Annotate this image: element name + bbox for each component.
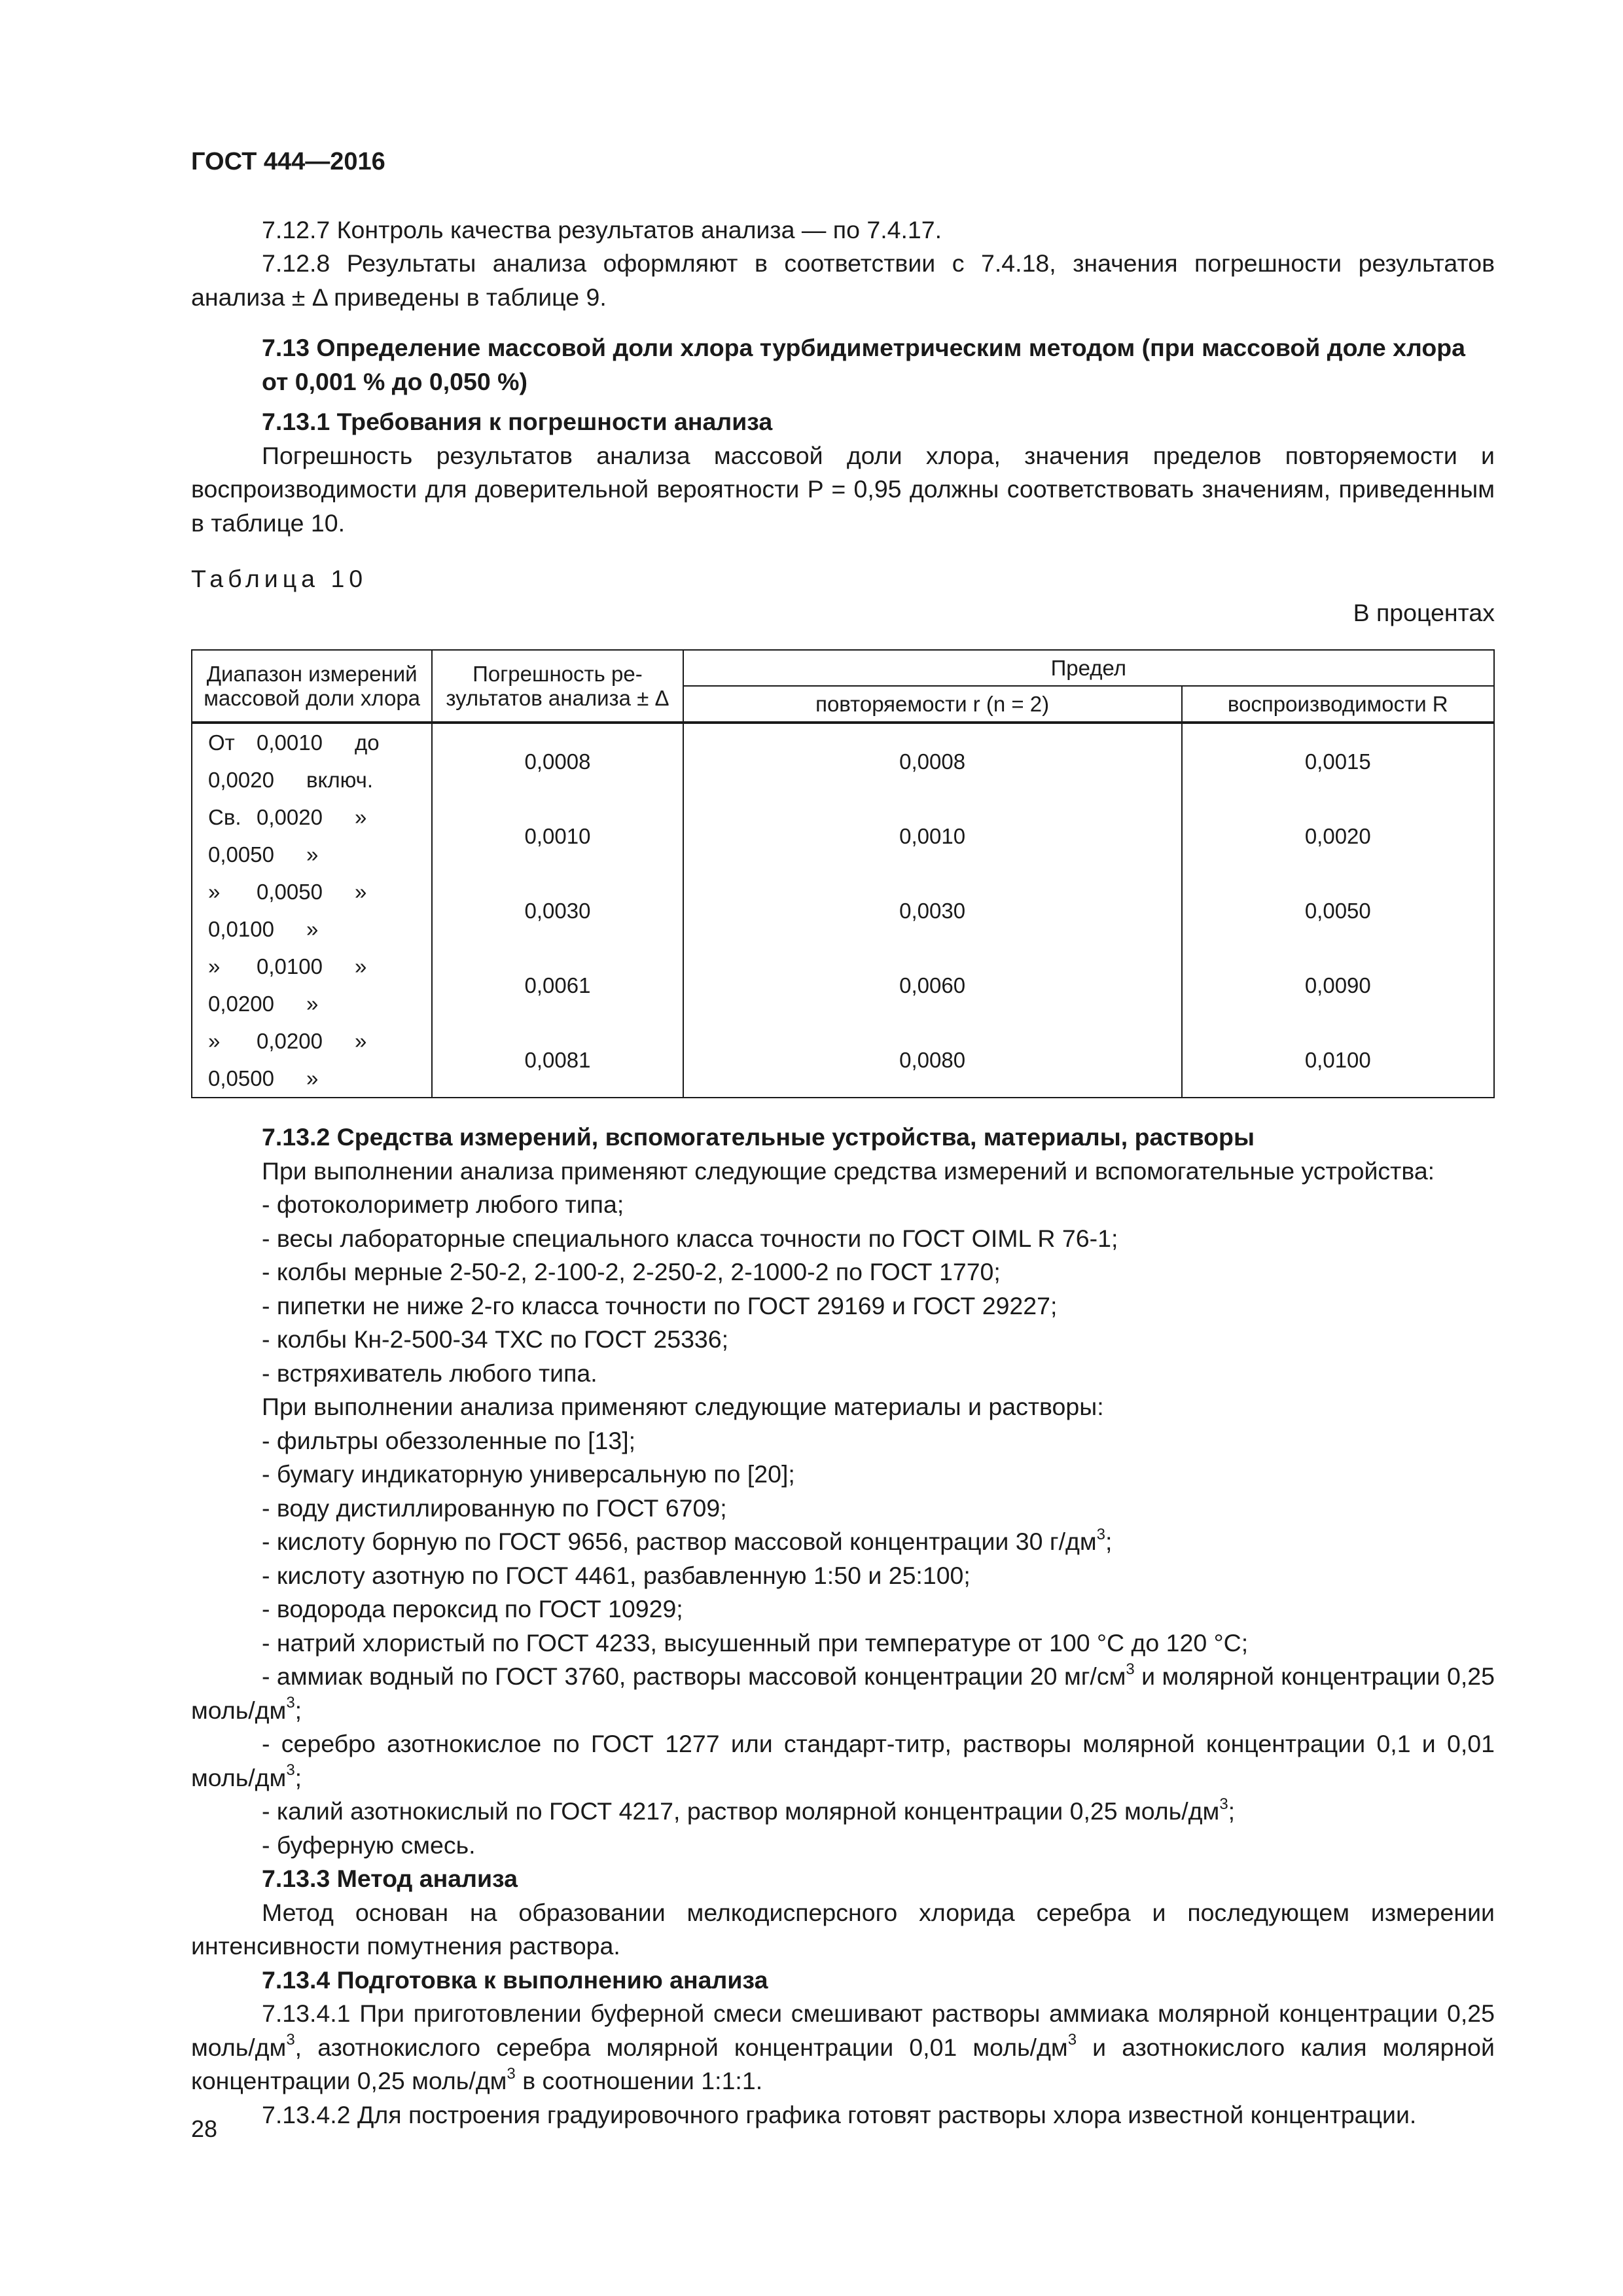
list-item: - водорода пероксид по ГОСТ 10929; xyxy=(262,1595,683,1623)
error-cell: 0,0061 xyxy=(432,948,683,1022)
list-item: - буферную смесь. xyxy=(262,1831,476,1859)
table-units: В процентах xyxy=(1353,598,1495,626)
table-row xyxy=(192,948,1494,1022)
subsection-heading-7-13-2: 7.13.2 Средства измерений, вспомогательные устройства, материалы, растворы xyxy=(262,1123,1255,1151)
repeatability-cell: 0,0008 xyxy=(683,723,1182,798)
list-item-boric-acid: - кислоту борную по ГОСТ 9656, раствор массовой концентрации 30 $г/дм^3$; xyxy=(262,1525,1113,1555)
subsection-heading-7-13-1: 7.13.1 Требования к погрешности анализа xyxy=(262,408,773,435)
list-item: - натрий хлористый по ГОСТ 4233, высушенный при температуре от 100 °С до 120 °С; xyxy=(262,1628,1249,1657)
repeatability-cell: 0,0060 xyxy=(683,948,1182,1022)
error-cell: 0,0081 xyxy=(432,1022,683,1098)
list-item: - колбы мерные 2-50-2, 2-100-2, 2-250-2, 2-1000-2 по ГОСТ 1770; xyxy=(262,1258,1001,1285)
table-row xyxy=(192,723,1494,798)
page-number: 28 xyxy=(191,2115,218,2142)
paragraph-7-13-4-1: 7.13.4.1 При приготовлении буферной смеси смешивают растворы аммиака молярной концентрации 0,25 моль/$дм^3$, азотнокислого серебра молярной концентрации 0,01 моль/$дм^3$ и азотнокислого калия молярной концентрации 0,25 моль/$дм^3$ в соотношении 1:1:1. xyxy=(191,2000,1495,2094)
section-heading-7-13: 7.13 Определение массовой доли хлора турбидиметрическим методом (при массовой доле хлора от 0,001 % до 0,050 %) xyxy=(262,334,1466,395)
paragraph-7-13-1: Погрешность результатов анализа массовой доли хлора, значения пределов повторяемости и воспроизводимости для доверительной вероятности P = 0,95 должны соответствовать значениям, приведенным в таблице 10. xyxy=(191,441,1495,537)
range-cell: От 0,0010 до0,0020 включ. xyxy=(192,723,432,798)
range-cell: » 0,0100 »0,0200 » xyxy=(192,948,432,1022)
list-item: - пипетки не ниже 2-го класса точности по ГОСТ 29169 и ГОСТ 29227; xyxy=(262,1291,1058,1319)
materials-intro: При выполнении анализа применяют следующие материалы и растворы: xyxy=(262,1393,1104,1420)
list-item: - фотоколориметр любого типа; xyxy=(262,1191,624,1218)
paragraph-7-12-7: 7.12.7 Контроль качества результатов анализа — по 7.4.17. xyxy=(262,215,942,243)
list-item: - бумагу индикаторную универсальную по [20]; xyxy=(262,1460,795,1488)
error-cell: 0,0030 xyxy=(432,873,683,948)
list-item: - фильтры обеззоленные по [13]; xyxy=(262,1426,636,1454)
repeatability-cell: 0,0010 xyxy=(683,798,1182,873)
range-cell: » 0,0050 »0,0100 » xyxy=(192,873,432,948)
table-caption: Таблица 10 xyxy=(191,565,368,592)
paragraph-7-13-4-2: 7.13.4.2 Для построения градуировочного графика готовят растворы хлора известной концентрации. xyxy=(262,2100,1417,2128)
document-page xyxy=(191,145,1495,2132)
reproducibility-cell: 0,0090 xyxy=(1182,948,1494,1022)
paragraph-7-13-3: Метод основан на образовании мелкодисперсного хлорида серебра и последующем измерении интенсивности помутнения раствора. xyxy=(191,1898,1495,1960)
reproducibility-cell: 0,0020 xyxy=(1182,798,1494,873)
error-cell: 0,0010 xyxy=(432,798,683,873)
list-item-ammonia: - аммиак водный по ГОСТ 3760, растворы массовой концентрации 20 $мг/см^3$ и молярной концентрации 0,25 моль/$дм^3$; xyxy=(191,1660,1495,1724)
subsection-heading-7-13-3: 7.13.3 Метод анализа xyxy=(262,1865,518,1892)
list-item-silver-nitrate: - серебро азотнокислое по ГОСТ 1277 или стандарт-титр, растворы молярной концентрации 0,1 и 0,01 моль/$дм^3$; xyxy=(191,1730,1495,1791)
table-row xyxy=(192,873,1494,948)
table-row xyxy=(192,798,1494,873)
header-limit: Предел xyxy=(683,650,1494,686)
list-item-potassium-nitrate: - калий азотнокислый по ГОСТ 4217, раствор молярной концентрации 0,25 моль/$дм^3$; xyxy=(262,1795,1236,1825)
list-item: - кислоту азотную по ГОСТ 4461, разбавленную 1:50 и 25:100; xyxy=(262,1561,971,1589)
devices-intro: При выполнении анализа применяют следующие средства измерений и вспомогательные устройства: xyxy=(262,1157,1435,1185)
list-item: - колбы Кн-2-500-34 ТХС по ГОСТ 25336; xyxy=(262,1325,729,1353)
header-range: Диапазон измерений массовой доли хлора xyxy=(192,650,432,723)
error-cell: 0,0008 xyxy=(432,723,683,798)
repeatability-cell: 0,0030 xyxy=(683,873,1182,948)
reproducibility-cell: 0,0050 xyxy=(1182,873,1494,948)
repeatability-cell: 0,0080 xyxy=(683,1022,1182,1098)
header-error: Погрешность ре-зультатов анализа ± Δ xyxy=(432,650,683,723)
table-row xyxy=(192,1022,1494,1098)
subsection-heading-7-13-4: 7.13.4 Подготовка к выполнению анализа xyxy=(262,1965,768,1994)
reproducibility-cell: 0,0100 xyxy=(1182,1022,1494,1098)
range-cell: Св. 0,0020 »0,0050 » xyxy=(192,798,432,873)
list-item: - встряхиватель любого типа. xyxy=(262,1359,597,1387)
list-item: - воду дистиллированную по ГОСТ 6709; xyxy=(262,1494,727,1522)
reproducibility-cell: 0,0015 xyxy=(1182,723,1494,798)
header-reproducibility: воспроизводимости R xyxy=(1182,686,1494,723)
table-10 xyxy=(191,649,1495,1098)
document-header: ГОСТ 444—2016 xyxy=(191,148,385,175)
header-repeatability: повторяемости r (n = 2) xyxy=(683,686,1182,723)
list-item: - весы лабораторные специального класса точности по ГОСТ OIML R 76-1; xyxy=(262,1224,1118,1252)
range-cell: » 0,0200 »0,0500 » xyxy=(192,1022,432,1098)
paragraph-7-12-8: 7.12.8 Результаты анализа оформляют в соответствии с 7.4.18, значения погрешности результатов анализа ± Δ приведены в таблице 9. xyxy=(191,249,1495,311)
